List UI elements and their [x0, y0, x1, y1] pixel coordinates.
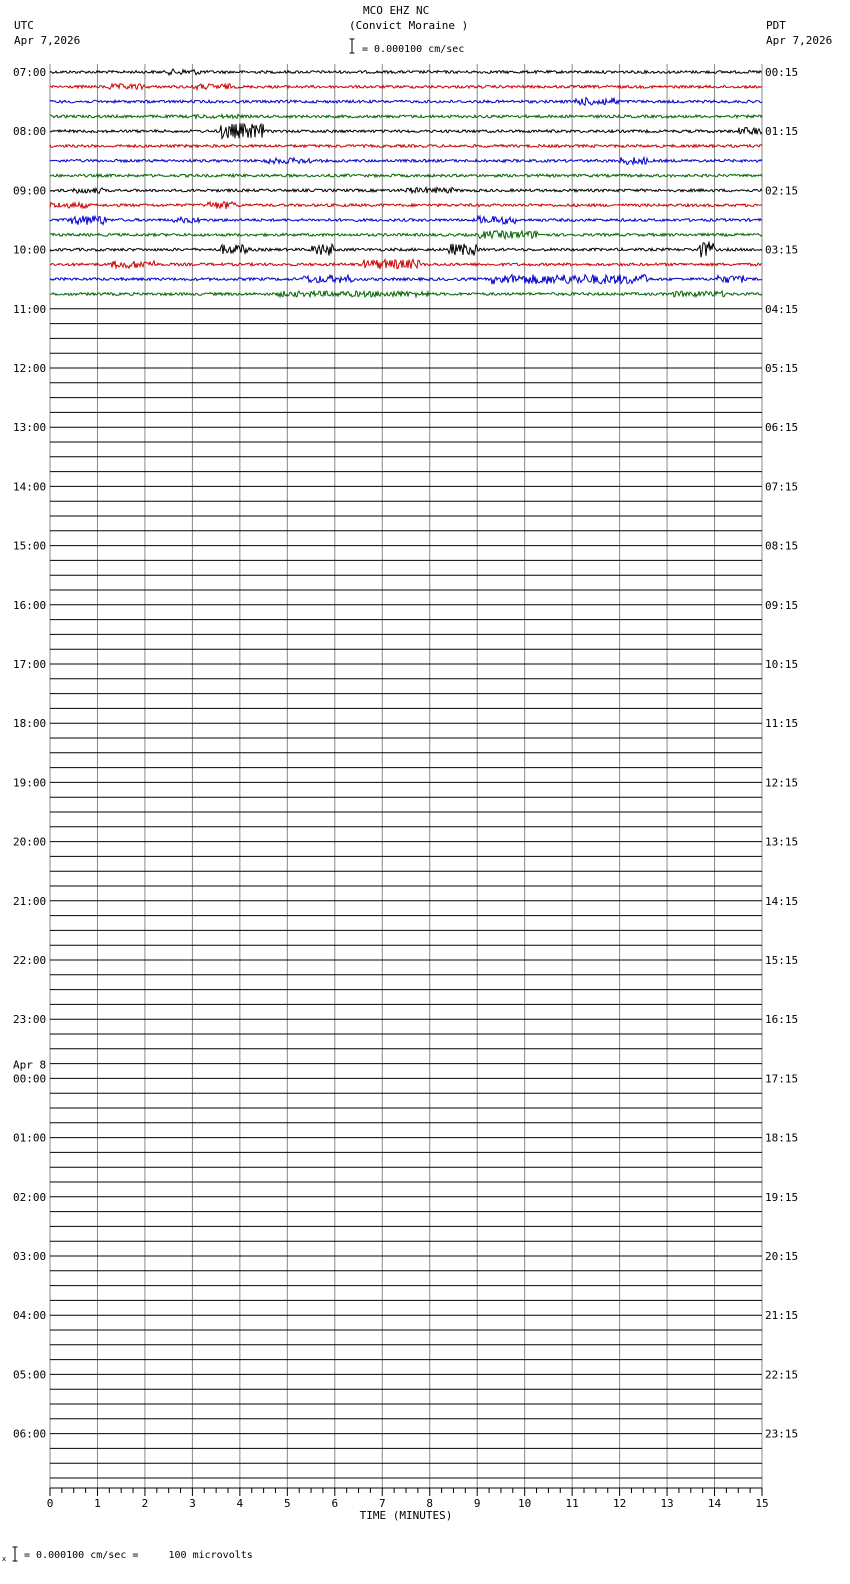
utc-hour-label: 16:00	[13, 598, 47, 612]
pdt-hour-label: 04:15	[765, 302, 799, 316]
x-tick-label: 14	[707, 1497, 722, 1510]
utc-hour-label: 22:00	[13, 954, 47, 967]
utc-hour-label: 11:00	[13, 302, 47, 316]
x-tick-label: 8	[426, 1497, 434, 1510]
trace-line	[50, 202, 762, 210]
pdt-hour-label: 09:15	[765, 598, 799, 612]
x-tick-label: 10	[518, 1497, 532, 1510]
utc-hour-label: 03:00	[13, 1250, 47, 1263]
trace-line	[50, 216, 762, 225]
utc-hour-label: 06:00	[13, 1427, 47, 1441]
site-name: (Convict Moraine )	[349, 19, 469, 32]
pdt-hour-label: 13:15	[765, 835, 799, 849]
x-tick-label: 12	[612, 1497, 627, 1510]
utc-hour-label: 20:00	[13, 835, 47, 849]
utc-hour-label: 07:00	[13, 66, 47, 79]
pdt-hour-label: 14:15	[765, 894, 799, 908]
x-tick-label: 0	[46, 1497, 54, 1510]
trace-line	[50, 231, 762, 239]
x-tick-label: 13	[660, 1497, 674, 1510]
pdt-hour-label: 01:15	[765, 125, 799, 139]
utc-hour-label: 19:00	[13, 776, 47, 790]
utc-hour-label: 21:00	[13, 894, 47, 908]
pdt-hour-label: 20:15	[765, 1250, 799, 1263]
x-axis-title: TIME (MINUTES)	[359, 1509, 453, 1522]
utc-date-label: Apr 7,2026	[14, 34, 81, 47]
utc-hour-label: 08:00	[13, 125, 47, 139]
utc-hour-label: 15:00	[13, 539, 47, 553]
utc-hour-label: 17:00	[13, 658, 47, 671]
x-tick-label: 3	[189, 1497, 196, 1510]
trace-line	[50, 260, 762, 270]
x-tick-label: 7	[378, 1497, 386, 1510]
pdt-hour-label: 11:15	[765, 717, 799, 731]
pdt-hour-label: 02:15	[765, 184, 799, 198]
utc-hour-label: 09:00	[13, 184, 47, 198]
pdt-hour-label: 15:15	[765, 954, 799, 967]
pdt-hour-label: 22:15	[765, 1368, 799, 1382]
pdt-hour-label: 06:15	[765, 421, 799, 435]
date-change-label: Apr 8	[13, 1058, 47, 1072]
x-tick-label: 5	[284, 1497, 291, 1510]
trace-line	[50, 291, 762, 297]
trace-line	[50, 174, 762, 177]
pdt-hour-label: 05:15	[765, 362, 799, 375]
utc-hour-label: 04:00	[13, 1309, 47, 1323]
footer-scale-note: = 0.000100 cm/sec = 100 microvolts	[24, 1550, 253, 1561]
trace-line	[50, 242, 762, 258]
x-tick-label: 11	[565, 1497, 579, 1510]
trace-line	[50, 84, 762, 90]
scale-label: = 0.000100 cm/sec	[362, 44, 465, 55]
x-tick-label: 2	[141, 1497, 149, 1510]
pdt-hour-label: 03:15	[765, 243, 799, 257]
x-tick-label: 4	[236, 1497, 244, 1510]
pdt-hour-label: 21:15	[765, 1309, 799, 1323]
utc-hour-label: 05:00	[13, 1368, 47, 1382]
pdt-hour-label: 19:15	[765, 1190, 799, 1204]
pdt-hour-label: 08:15	[765, 539, 799, 553]
utc-hour-label: 18:00	[13, 717, 47, 731]
x-tick-label: 15	[755, 1497, 769, 1510]
pdt-hour-label: 12:15	[765, 776, 799, 790]
x-tick-label: 9	[473, 1497, 481, 1510]
trace-line	[50, 114, 762, 118]
utc-hour-label: 12:00	[13, 362, 47, 375]
utc-hour-label: 13:00	[13, 421, 47, 435]
pdt-hour-label: 00:15	[765, 66, 799, 79]
pdt-hour-label: 23:15	[765, 1427, 799, 1441]
utc-hour-label: 10:00	[13, 243, 47, 257]
x-tick-label: 6	[331, 1497, 339, 1510]
trace-line	[50, 145, 762, 148]
utc-hour-label: 23:00	[13, 1013, 47, 1027]
utc-hour-label: 02:00	[13, 1190, 47, 1204]
footer-scale-icon	[2, 1546, 20, 1564]
pdt-hour-label: 10:15	[765, 658, 799, 671]
trace-line	[50, 123, 762, 138]
trace-line	[50, 157, 762, 164]
pdt-hour-label: 16:15	[765, 1013, 799, 1027]
svg-text:x: x	[2, 1555, 7, 1563]
utc-hour-label: 14:00	[13, 480, 47, 494]
pdt-hour-label: 07:15	[765, 480, 799, 494]
station-title: MCO EHZ NC	[363, 4, 430, 17]
trace-line	[50, 98, 762, 106]
pdt-date-label: Apr 7,2026	[766, 34, 833, 47]
pdt-hour-label: 18:15	[765, 1131, 799, 1145]
pdt-zone-label: PDT	[766, 19, 786, 32]
trace-line	[50, 69, 762, 75]
utc-hour-label: 01:00	[13, 1131, 47, 1145]
trace-line	[50, 274, 762, 284]
utc-zone-label: UTC	[14, 19, 34, 32]
x-tick-label: 1	[94, 1497, 101, 1510]
utc-hour-label: 00:00	[13, 1072, 47, 1086]
pdt-hour-label: 17:15	[765, 1072, 799, 1086]
trace-line	[50, 188, 762, 194]
